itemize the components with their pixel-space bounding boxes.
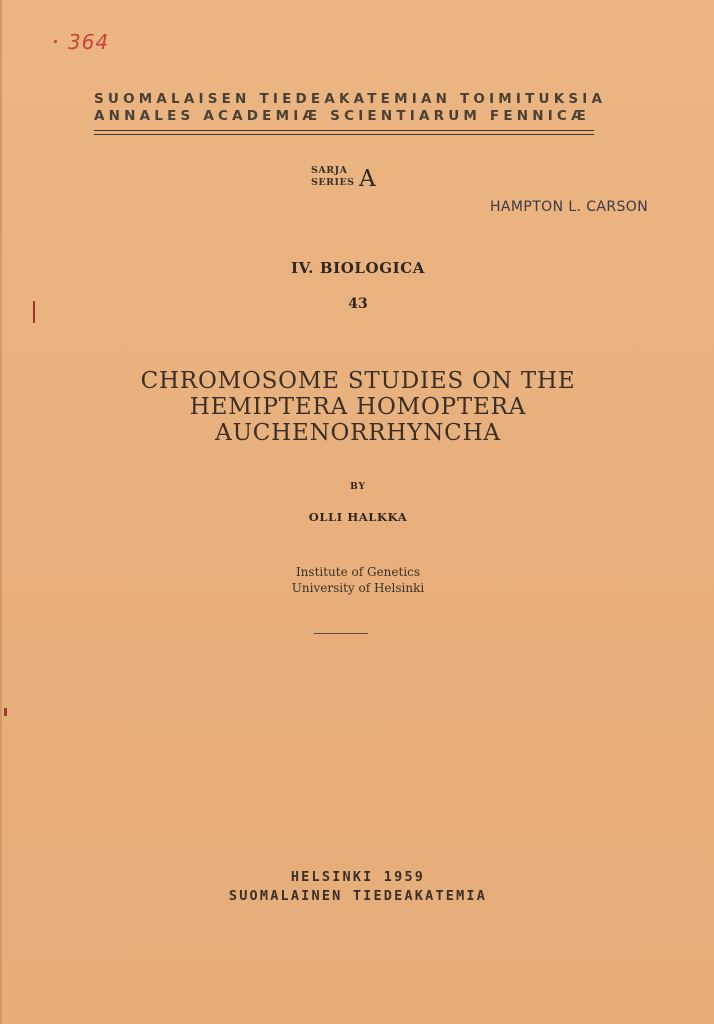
series-label [311, 165, 355, 189]
series-title-latin: ANNALES ACADEMIÆ SCIENTIARUM FENNICÆ [94, 108, 590, 124]
title-line-1: CHROMOSOME STUDIES ON THE [140, 368, 576, 394]
imprint-publisher: SUOMALAINEN TIEDEAKATEMIA [228, 888, 488, 904]
series-label-finnish: SARJA [311, 165, 348, 176]
title-line-3: AUCHENORRHYNCHA [215, 420, 501, 446]
author-name: OLLI HALKKA [308, 510, 408, 524]
ink-mark-edge [4, 708, 7, 716]
series-title-finnish: SUOMALAISEN TIEDEAKATEMIAN TOIMITUKSIA [94, 91, 607, 107]
imprint [2, 868, 714, 906]
imprint-place-year: HELSINKI 1959 [290, 869, 426, 885]
affiliation-university: University of Helsinki [291, 581, 425, 595]
owner-stamp: HAMPTON L. CARSON [490, 199, 649, 215]
series-label-english: SERIES [311, 177, 355, 188]
ink-mark [33, 301, 35, 323]
series-letter: A [359, 166, 376, 192]
issue-number: 43 [348, 296, 368, 312]
document-title [2, 368, 714, 446]
handwritten-note: 364 [68, 30, 110, 54]
affiliation-institute: Institute of Genetics [295, 565, 421, 579]
header-rule-top [94, 130, 594, 131]
ink-dot [54, 40, 57, 43]
title-line-2: HEMIPTERA HOMOPTERA [189, 394, 527, 420]
by-label: BY [350, 482, 366, 492]
section-name: IV. BIOLOGICA [290, 259, 426, 277]
header-rule-bottom [94, 134, 594, 135]
affiliation [2, 564, 714, 596]
divider [314, 633, 368, 634]
